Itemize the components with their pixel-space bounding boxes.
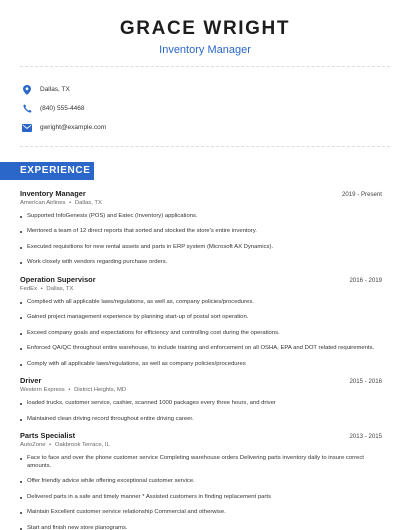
job-header xyxy=(20,431,382,441)
contact-divider xyxy=(20,146,390,147)
job-company-line xyxy=(20,200,382,209)
location-text: Dallas, TX xyxy=(40,86,70,93)
job-dates: 2015 - 2016 xyxy=(349,378,382,386)
job-company: American Airlines xyxy=(20,200,66,206)
job-bullet: Offer friendly advice while offering exceptional customer service. xyxy=(20,478,382,486)
job-bullet: Work closely with vendors regarding purchase orders. xyxy=(20,259,382,267)
contact-location xyxy=(22,80,106,99)
job-entry xyxy=(20,431,382,530)
job-bullet: Comply with all applicable laws/regulations, as well as company policies/procedures xyxy=(20,361,382,369)
phone-text: (840) 555-4468 xyxy=(40,105,85,112)
job-location: Oakbrook Terrace, IL xyxy=(54,442,110,449)
job-company-line xyxy=(20,286,382,295)
job-bullet: Start and finish new store planograms. xyxy=(20,525,382,530)
separator-dot: • xyxy=(66,387,73,394)
job-dates: 2016 - 2019 xyxy=(349,276,382,284)
job-company: Western Express xyxy=(20,387,65,394)
job-bullet: Enforced QA/QC throughout entire warehouse, to include training and enforcement on all OSHA, EPA and DOT related requirements. xyxy=(20,345,382,353)
separator-dot: • xyxy=(47,442,53,449)
job-entry xyxy=(20,189,382,267)
experience-list xyxy=(20,189,382,530)
candidate-name: GRACE WRIGHT xyxy=(119,18,291,39)
job-bullets xyxy=(20,400,382,423)
job-header xyxy=(20,275,382,285)
job-entry xyxy=(20,376,382,423)
job-company: FedEx xyxy=(20,285,38,292)
job-location: District Heights, MD xyxy=(74,387,127,394)
job-bullet: Face to face and over the phone customer service Completing warehouse orders Delivering parts inventory daily to insure correct amounts. xyxy=(20,455,382,470)
separator-dot: • xyxy=(67,200,73,206)
job-location: Dallas, TX xyxy=(46,285,74,292)
job-bullet: Mentored a team of 12 direct reports that sorted and stocked the store's entire inventory. xyxy=(20,228,382,236)
header-divider xyxy=(20,66,390,67)
job-bullet: Complied with all applicable laws/regulations, as well as, company policies/procedures. xyxy=(20,299,382,307)
separator-dot: • xyxy=(39,285,45,292)
job-bullet: Supported InfoGenesis (POS) and Eatec (Inventory) applications. xyxy=(20,213,382,221)
resume-header xyxy=(0,0,410,57)
job-bullets xyxy=(20,213,382,267)
contact-phone xyxy=(22,99,106,118)
job-title: Parts Specialist xyxy=(20,431,76,441)
job-bullet: loaded trucks, customer service, cashier, scanned 1000 packages every three hours, and driver xyxy=(20,400,382,408)
job-title: Inventory Manager xyxy=(20,189,86,198)
email-icon xyxy=(22,123,32,133)
job-header xyxy=(20,189,382,199)
job-dates: 2013 - 2015 xyxy=(349,433,382,441)
job-bullet: Delivered parts in a safe and timely manner * Assisted customers in finding replacement parts xyxy=(20,494,382,502)
job-bullet: Gained project management experience by planning start-up of postal sort operation. xyxy=(20,314,382,322)
job-bullet: Maintained clean driving record throughout entire driving career. xyxy=(20,416,382,424)
job-title: Operation Supervisor xyxy=(20,274,96,284)
job-company: AutoZone xyxy=(20,442,46,449)
phone-icon xyxy=(22,104,32,114)
job-title: Driver xyxy=(20,376,42,386)
job-bullet: Executed requisitions for new rental assets and parts in ERP system (Microsoft AX Dynamics). xyxy=(20,244,382,252)
email-link[interactable]: gwright@example.com xyxy=(40,124,107,131)
job-entry xyxy=(20,275,382,369)
job-company-line xyxy=(20,442,382,451)
job-bullets xyxy=(20,299,382,369)
contact-email xyxy=(22,118,106,137)
job-location: Dallas, TX xyxy=(74,200,102,206)
location-pin-icon xyxy=(22,85,32,95)
job-bullet: Maintain Excellent customer service relationship Commercial and otherwise. xyxy=(20,509,382,517)
job-header xyxy=(20,376,382,386)
job-bullet: Exceed company goals and expectations for efficiency and controlling cost during the operations. xyxy=(20,330,382,338)
contact-info xyxy=(22,80,106,137)
experience-section-title: EXPERIENCE xyxy=(0,162,94,180)
job-dates: 2019 - Present xyxy=(342,191,382,198)
job-company-line xyxy=(20,387,382,396)
candidate-role: Inventory Manager xyxy=(159,44,251,56)
job-bullets xyxy=(20,455,382,530)
